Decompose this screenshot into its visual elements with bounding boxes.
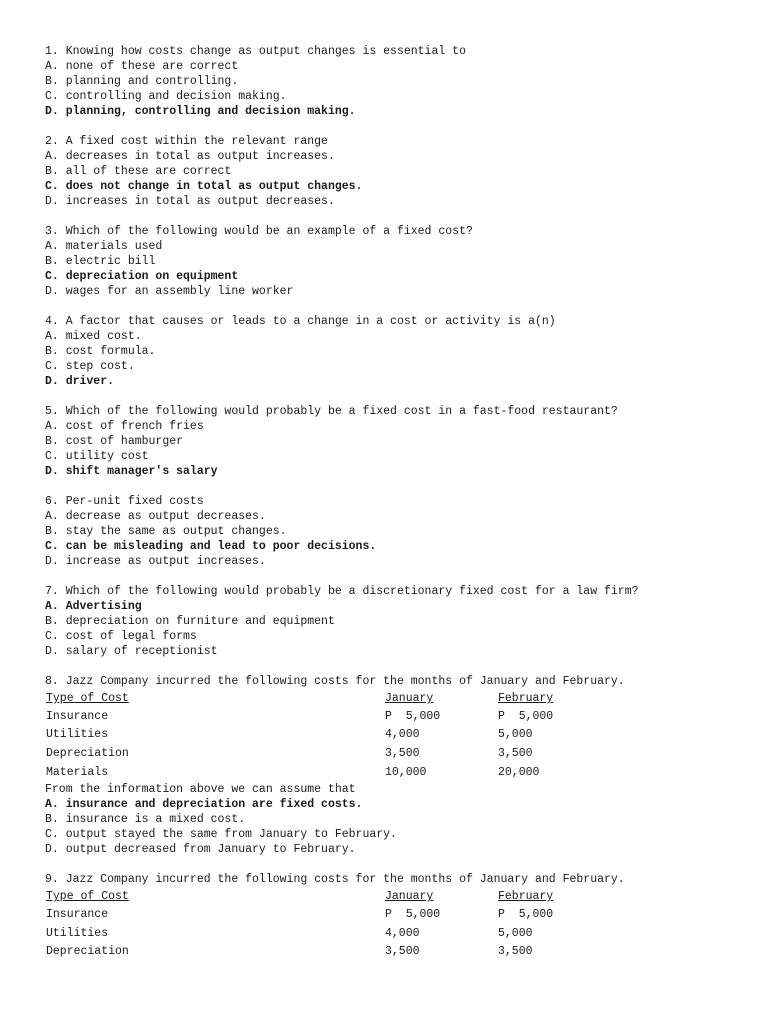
cost-table-cell: Insurance <box>46 709 109 723</box>
cost-table-header-cell: January <box>385 692 434 705</box>
answer-choice: C. controlling and decision making. <box>45 90 287 103</box>
answer-choice: C. step cost. <box>45 360 135 373</box>
question-block <box>45 314 745 389</box>
answer-choice: D. increases in total as output decreases. <box>45 195 335 208</box>
question-stem: 9. Jazz Company incurred the following costs for the months of January and February. <box>45 873 625 887</box>
answer-choice-correct: C. depreciation on equipment <box>45 270 239 283</box>
cost-table-cell: P 5,000 <box>385 908 441 922</box>
question-block <box>45 584 745 659</box>
cost-table-cell: 20,000 <box>498 765 540 779</box>
cost-table-cell: Depreciation <box>46 746 129 760</box>
cost-table-row <box>46 726 618 745</box>
cost-table-cell: Utilities <box>46 926 109 940</box>
question-followup: From the information above we can assume that <box>45 783 356 797</box>
answer-choice: A. none of these are correct <box>45 60 239 73</box>
question-stem: 3. Which of the following would be an example of a fixed cost? <box>45 225 473 238</box>
answer-choice: D. wages for an assembly line worker <box>45 285 294 298</box>
cost-table-cell: Utilities <box>46 728 109 742</box>
cost-table <box>46 888 618 961</box>
question-stem: 6. Per-unit fixed costs <box>45 495 204 508</box>
answer-choice: C. utility cost <box>45 450 149 463</box>
answer-choice: A. materials used <box>45 240 163 253</box>
cost-table-cell: P 5,000 <box>498 908 554 922</box>
answer-choice: B. cost formula. <box>45 345 156 358</box>
answer-choice-correct: D. shift manager's salary <box>45 465 218 478</box>
cost-table-cell: P 5,000 <box>498 709 554 723</box>
answer-choice: A. mixed cost. <box>45 330 142 343</box>
cost-table-header-cell: Type of Cost <box>46 692 129 705</box>
answer-choice: B. electric bill <box>45 255 156 268</box>
answer-choice: B. depreciation on furniture and equipment <box>45 615 335 628</box>
cost-table-row <box>46 763 618 782</box>
cost-table-cell: Materials <box>46 765 109 779</box>
answer-choice: B. insurance is a mixed cost. <box>45 813 246 827</box>
cost-table-cell: 3,500 <box>385 945 420 959</box>
answer-choice-correct: C. can be misleading and lead to poor decisions. <box>45 540 377 553</box>
answer-choice: D. increase as output increases. <box>45 555 266 568</box>
answer-choice: D. output decreased from January to February. <box>45 843 356 857</box>
cost-table-row <box>46 924 618 943</box>
question-block <box>45 674 745 857</box>
question-block <box>45 224 745 299</box>
question-stem: 8. Jazz Company incurred the following costs for the months of January and February. <box>45 675 625 688</box>
answer-choice-correct: A. insurance and depreciation are fixed costs. <box>45 798 363 812</box>
answer-choice-correct: D. planning, controlling and decision making. <box>45 105 356 118</box>
cost-table-cell: 5,000 <box>498 728 533 742</box>
quiz-document <box>45 44 745 976</box>
answer-choice-correct: C. does not change in total as output changes. <box>45 180 363 193</box>
answer-choice: D. salary of receptionist <box>45 645 218 658</box>
cost-table-header-cell: January <box>385 890 434 904</box>
question-stem: 1. Knowing how costs change as output changes is essential to <box>45 45 466 58</box>
cost-table-row <box>46 943 618 962</box>
cost-table-row <box>46 744 618 763</box>
question-block <box>45 872 745 961</box>
question-block <box>45 134 745 209</box>
cost-table <box>46 690 618 781</box>
cost-table-cell: 5,000 <box>498 926 533 940</box>
question-block <box>45 404 745 479</box>
cost-table-cell: 4,000 <box>385 926 420 940</box>
cost-table-cell: Depreciation <box>46 945 129 959</box>
cost-table-cell: 3,500 <box>498 945 533 959</box>
answer-choice: A. decreases in total as output increases. <box>45 150 335 163</box>
cost-table-cell: 3,500 <box>498 746 533 760</box>
question-block <box>45 44 745 119</box>
answer-choice: C. cost of legal forms <box>45 630 197 643</box>
answer-choice: C. output stayed the same from January to February. <box>45 828 397 842</box>
question-stem: 7. Which of the following would probably be a discretionary fixed cost for a law firm? <box>45 585 639 598</box>
answer-choice: B. stay the same as output changes. <box>45 525 287 538</box>
cost-table-header-cell: February <box>498 890 554 904</box>
answer-choice: B. planning and controlling. <box>45 75 239 88</box>
cost-table-header-cell: February <box>498 692 554 705</box>
cost-table-row <box>46 707 618 726</box>
cost-table-header-cell: Type of Cost <box>46 890 129 904</box>
cost-table-header-row <box>46 690 618 707</box>
cost-table-cell: 4,000 <box>385 728 420 742</box>
answer-choice: B. cost of hamburger <box>45 435 184 448</box>
answer-choice-correct: D. driver. <box>45 375 115 388</box>
cost-table-cell: 3,500 <box>385 746 420 760</box>
answer-choice-correct: A. Advertising <box>45 600 142 613</box>
cost-table-header-row <box>46 888 618 905</box>
question-stem: 2. A fixed cost within the relevant range <box>45 135 328 148</box>
question-stem: 4. A factor that causes or leads to a change in a cost or activity is a(n) <box>45 315 556 328</box>
question-stem: 5. Which of the following would probably be a fixed cost in a fast-food restaurant? <box>45 405 618 418</box>
cost-table-cell: P 5,000 <box>385 709 441 723</box>
answer-choice: A. decrease as output decreases. <box>45 510 266 523</box>
cost-table-cell: Insurance <box>46 908 109 922</box>
question-block <box>45 494 745 569</box>
answer-choice: A. cost of french fries <box>45 420 204 433</box>
cost-table-row <box>46 905 618 924</box>
cost-table-cell: 10,000 <box>385 765 427 779</box>
answer-choice: B. all of these are correct <box>45 165 232 178</box>
